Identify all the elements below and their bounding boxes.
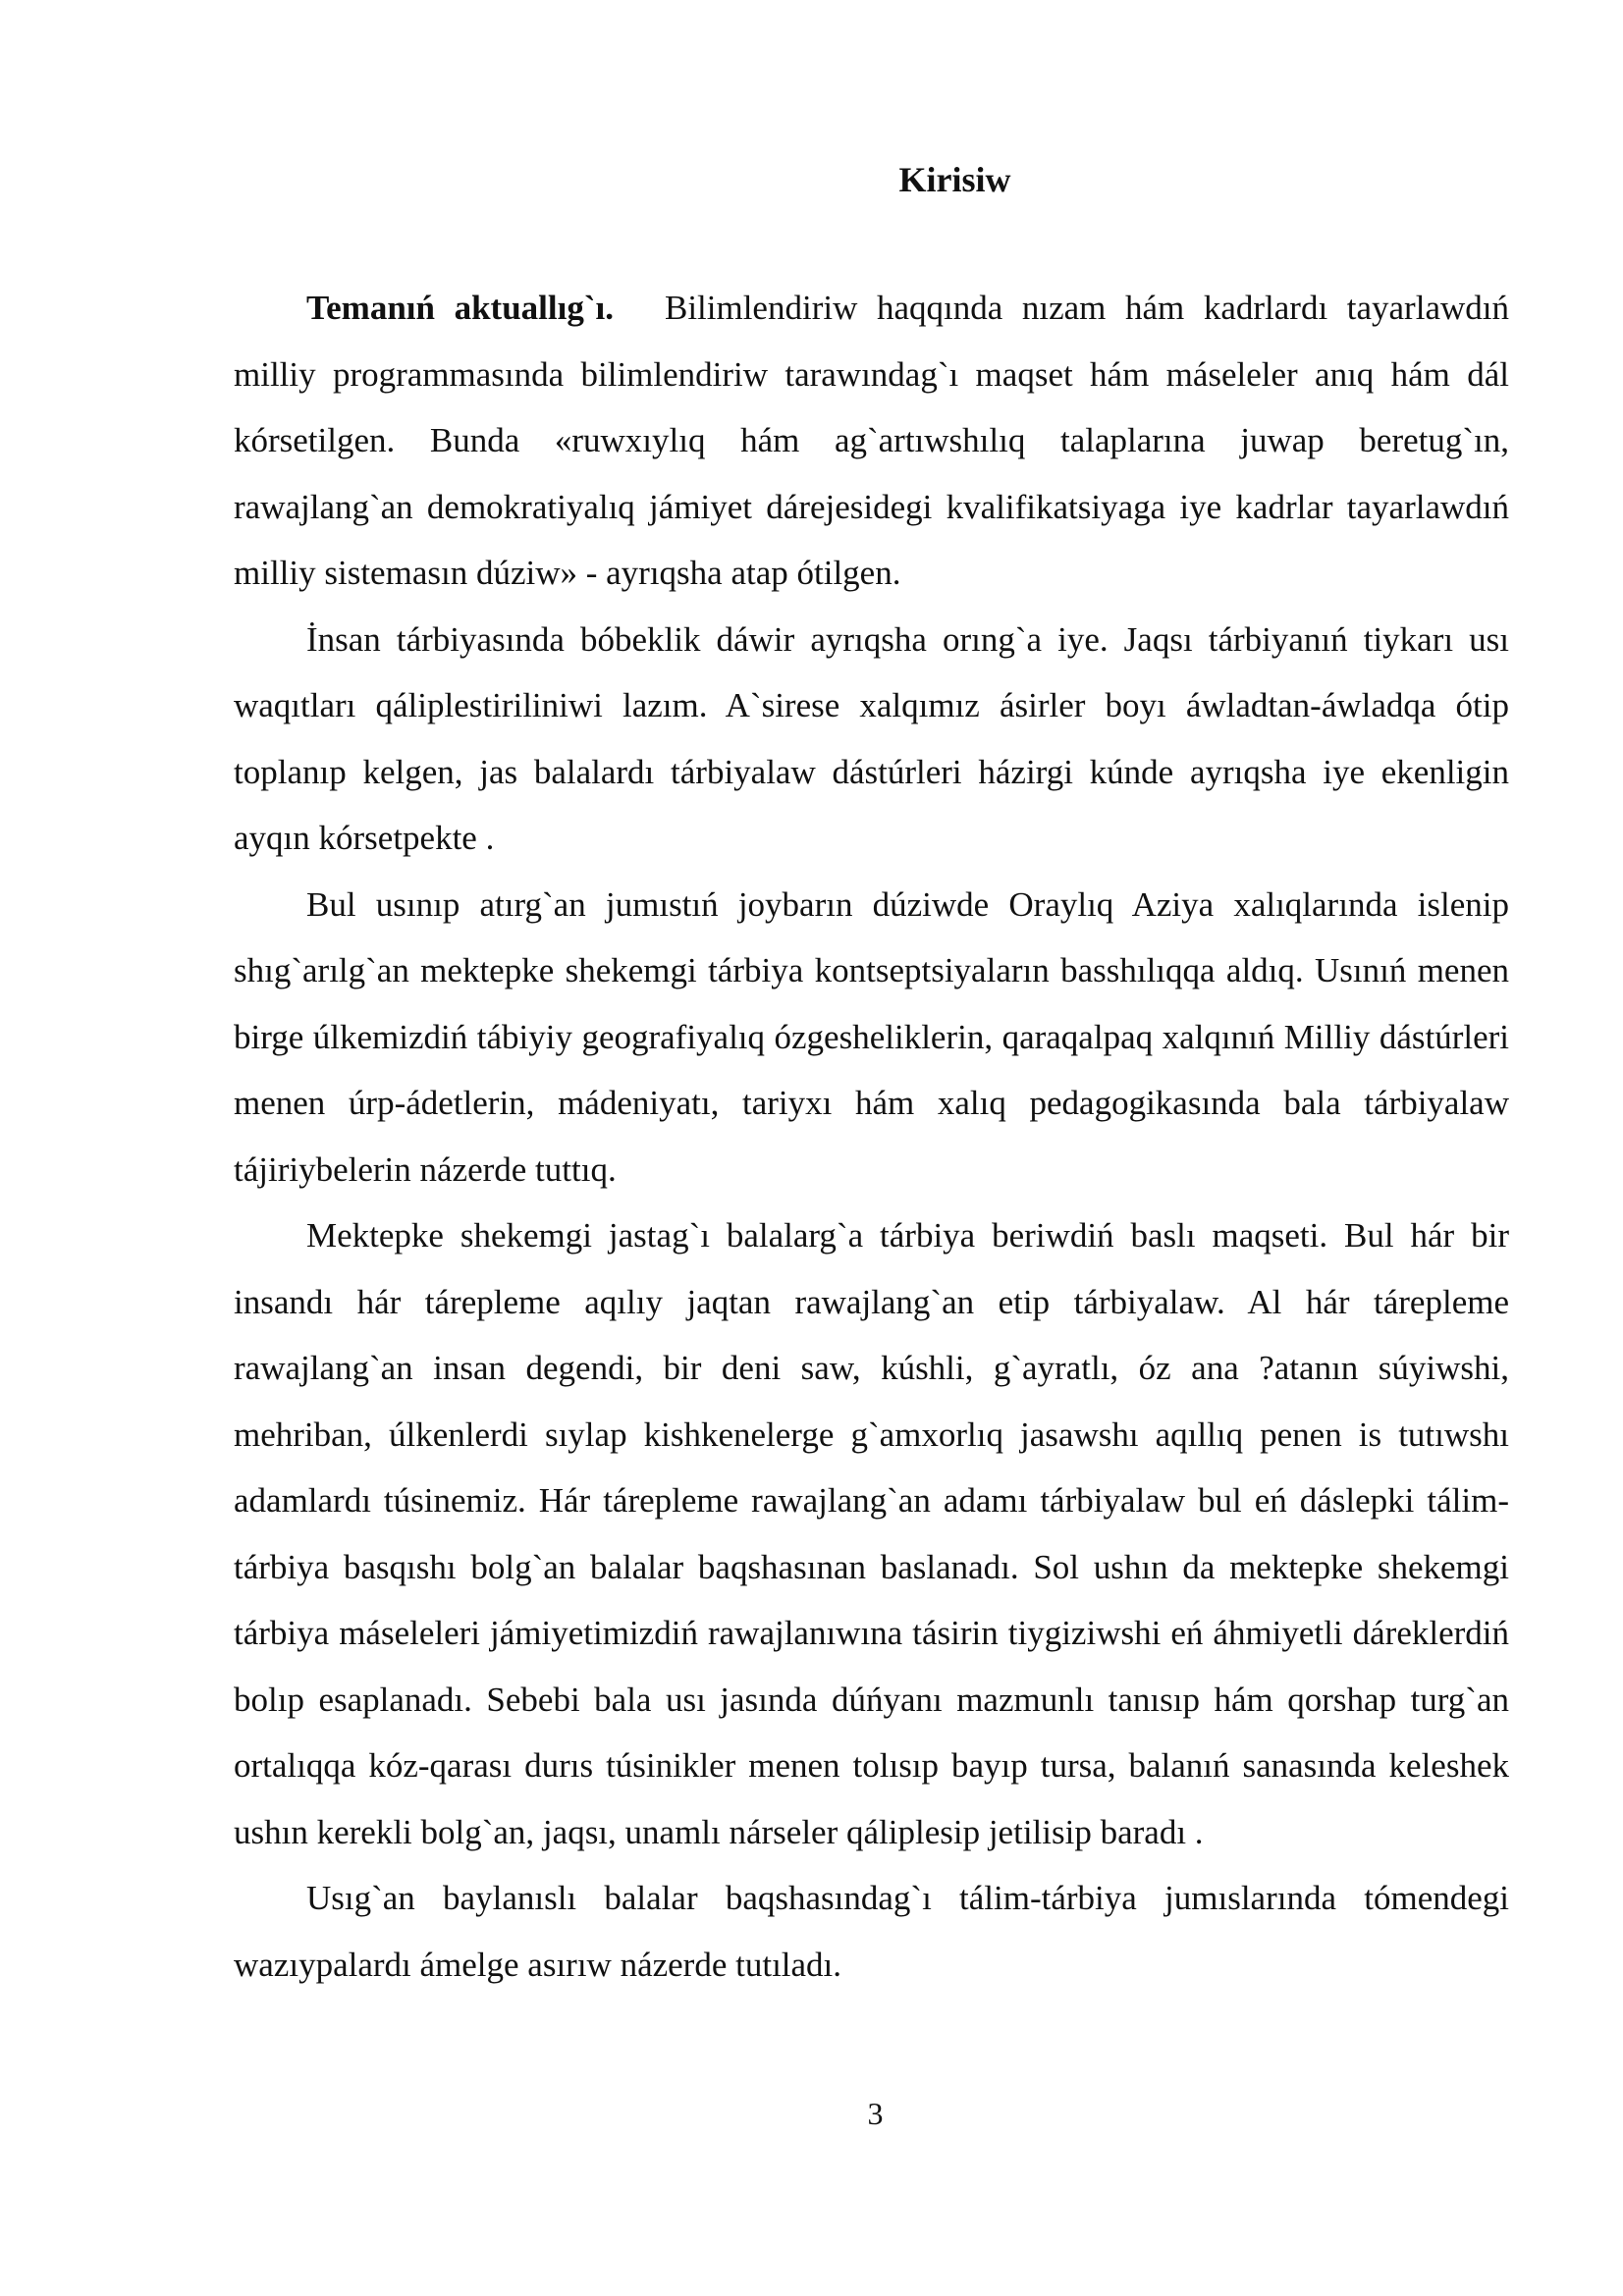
paragraph-5: Usıg`an baylanıslı balalar baqshasındag`ı tálim-tárbiya jumıslarında tómendegi wazıypalardı ámelge asırıw názerde tutıladı.: [234, 1879, 1509, 1984]
paragraph-text: Bilimlendiriw haqqında nızam hám kadrlardı tayarlawdıń milliy programmasında bilimlendiriw tarawındag`ı maqset hám máseleler anıq hám dál kórsetilgen. Bunda «ruwxıylıq hám ag`artıwshılıq talaplarına juwap beretug`ın, rawajlang`an demokratiyalıq jámiyet dárejesidegi kvalifikatsiyaga iye kadrlar tayarlawdıń milliy sistemasın dúziw» - ayrıqsha atap ótilgen.: [234, 289, 1509, 592]
paragraph-4: Mektepke shekemgi jastag`ı balalarg`a tárbiya beriwdiń baslı maqseti. Bul hár bir insandı hár tárepleme aqılıy jaqtan rawajlang`an etip tárbiyalaw. Al hár tárepleme rawajlang`an insan degendi, bir deni saw, kúshli, g`ayratlı, óz ana ?atanın súyiwshi, mehriban, úlkenlerdi sıylap kishkenelerge g`amxorlıq jasawshı aqıllıq penen is tutıwshı adamlardı túsinemiz. Hár tárepleme rawajlang`an adamı tárbiyalaw bul eń dáslepki tálim-tárbiya basqıshı bolg`an balalar baqshasınan baslanadı. Sol ushın da mektepke shekemgi tárbiya máseleleri jámiyetimizdiń rawajlanıwına tásirin tiygiziwshi eń áhmiyetli dáreklerdiń bolıp esaplanadı. Sebebi bala usı jasında dúńyanı mazmunlı tanısıp hám qorshap turg`an ortalıqqa kóz-qarası durıs túsinikler menen tolısıp bayıp tursa, balanıń sanasında keleshek ushın kerekli bolg`an, jaqsı, unamlı nárseler qáliplesip jetilisip baradı .: [234, 1216, 1509, 1851]
paragraph-3: Bul usınıp atırg`an jumıstıń joybarın dúziwde Oraylıq Aziya xalıqlarında islenip shıg`arılg`an mektepke shekemgi tárbiya kontseptsiyaların basshılıqqa aldıq. Usınıń menen birge úlkemizdiń tábiyiy geografiyalıq ózgesheliklerin, qaraqalpaq xalqınıń Milliy dástúrleri menen úrp-ádetlerin, mádeniyatı, tariyxı hám xalıq pedagogikasında bala tárbiyalaw tájiriybelerin názerde tuttıq.: [234, 884, 1509, 1189]
paragraph-lead: Temanıń aktuallıg`ı.: [306, 289, 614, 327]
paragraph-1: [234, 275, 1509, 607]
document-page: [234, 147, 1509, 1998]
section-title: Kirisiw: [898, 160, 1011, 199]
paragraph-2: İnsan tárbiyasında bóbeklik dáwir ayrıqsha orıng`a iye. Jaqsı tárbiyanıń tiykarı usı waqıtları qáliplestiriliniwi lazım. A`sirese xalqımız ásirler boyı áwladtan-áwladqa ótip toplanıp kelgen, jas balalardı tárbiyalaw dástúrleri házirgi kúnde ayrıqsha iye ekenligin ayqın kórsetpekte .: [234, 619, 1509, 857]
page-number: 3: [867, 2096, 884, 2131]
